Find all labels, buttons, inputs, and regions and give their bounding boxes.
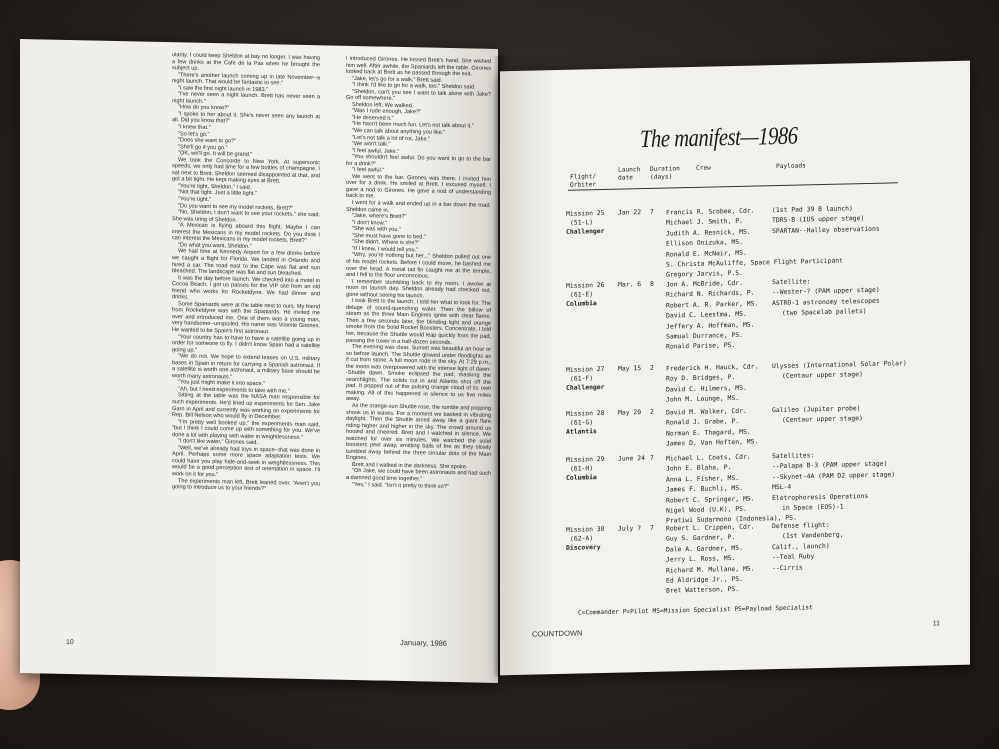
mission-entry bbox=[566, 201, 946, 280]
payload-item: MSL-4 bbox=[772, 482, 792, 492]
story-paragraph: "Jake, let's go for a walk," Brett said. bbox=[352, 75, 443, 84]
story-paragraph: "We do not. We hope to extend leases on U.S. military bases in Spain in return for carrying a Spanish astronaut. If a satellite is worth one astronaut, a military base should be worth many astronauts." bbox=[172, 353, 320, 381]
crew-member: David C. Leestma, MS. bbox=[666, 309, 747, 320]
mission-duration: 2 bbox=[650, 407, 654, 416]
mission-code: (61-E) bbox=[570, 290, 594, 299]
header-crew-label: Crew bbox=[696, 164, 711, 172]
crew-member: Samual Durrance, PS. bbox=[666, 330, 743, 341]
crew-member: Michael L. Coats, Cdr. bbox=[666, 452, 751, 463]
orbiter-name: Challenger bbox=[566, 383, 605, 393]
story-paragraph: "Do what you want, Sheldon." bbox=[178, 242, 252, 250]
payload-list bbox=[772, 358, 907, 403]
mission-code: (62-A) bbox=[570, 534, 594, 543]
crew-member: Robert C. Springer, MS. bbox=[666, 494, 755, 505]
right-page bbox=[500, 61, 970, 676]
header-rule bbox=[568, 182, 898, 190]
payload-item: Galileo (Jupiter probe) bbox=[772, 404, 861, 415]
story-paragraph: "I feel awful." bbox=[352, 167, 385, 174]
story-paragraph: "Why, you're nothing but her..." Sheldon pulled out one of his model rockets. Before I could move, he bashed me over the head. A metal tail fin caught me at the temple, and I fell to the floor unconscious. bbox=[346, 252, 491, 280]
story-paragraph: We went to the bar. Girones was there. I invited him over for a drink. He smiled at Brett. I excused myself. I gave a nod to Girones. He gave a nod of understanding back to me. bbox=[346, 173, 491, 200]
story-paragraph: "I'm pretty well booked up," the experiments man said, "but I think I could come up with something for you. We've done a lot with playing with water in weightlessness." bbox=[172, 418, 320, 441]
crew-member: Richard M. Mullane, MS. bbox=[666, 564, 755, 575]
story-paragraph: "I saw the first night launch in 1983." bbox=[178, 85, 269, 93]
mission-duration: 7 bbox=[650, 207, 654, 216]
mission-duration: 7 bbox=[650, 523, 654, 532]
crew-member: Francis R. Scobee, Cdr. bbox=[666, 206, 755, 217]
story-paragraph: ularity. I could keep Sheldon at bay no longer. I was having a few drinks at the Cafe de la Pax when he brought the subject up. bbox=[172, 52, 320, 72]
mission-id bbox=[566, 209, 614, 238]
mission-id bbox=[566, 409, 614, 438]
crew-member: Gregory Jarvis, P.S. bbox=[666, 269, 743, 280]
page-title: The manifest—1986 bbox=[640, 122, 798, 154]
crew-member: Anna L. Fisher, MS. bbox=[666, 473, 740, 484]
story-paragraph: "I've never seen a night launch. Brett has never seen a night launch." bbox=[172, 91, 320, 105]
crew-list bbox=[666, 405, 758, 449]
payload-item bbox=[772, 389, 907, 402]
story-paragraph: "So let's go." bbox=[178, 130, 210, 138]
mission-entry bbox=[566, 357, 946, 404]
payload-item: Ulysses (International Solar Polar) bbox=[772, 359, 907, 371]
story-paragraph: "He deserved it." bbox=[352, 114, 394, 122]
crew-list bbox=[666, 522, 755, 597]
story-paragraph: I took Brett to the launch. I told her what to look for. The deluge of sound-quenching water. Then the billow of steam as the three Main Engines ignite with clear flame. Then a few seconds later, the blinding light and orange smoke from the Solid Rocket Boosters. Concentrate, I told her, because the Shuttle would leap quickly from the pad, passing the tower in a half-dozen seconds. bbox=[346, 298, 491, 346]
mission-code: (61-F) bbox=[570, 374, 594, 383]
story-paragraph: We had time at Kennedy Airport for a few drinks before we caught a flight for Florida. We landed in Orlando and hired a car. The road east to the Cape was flat and sun bleached. The landscape was flat and sun bleached. bbox=[172, 248, 320, 277]
story-paragraph: "You shouldn't feel awful. Do you want to go to the bar for a drink?" bbox=[346, 154, 491, 168]
story-paragraph: Brett and I walked in the darkness. She spoke. bbox=[352, 461, 468, 471]
payload-list bbox=[772, 203, 880, 278]
crew-member: James D. Van Hoften, MS. bbox=[666, 437, 759, 448]
story-paragraph: "I feel awful, Jake." bbox=[352, 147, 400, 155]
story-column-1 bbox=[172, 52, 320, 645]
story-paragraph: Sitting at the table was the NASA man responsible for such experiments. He'd lined up experiments for Sen. Jake Garn in April and currently was working on experiments for Rep. Bill Nelson who would fly in December. bbox=[172, 392, 320, 421]
page-number-right: 11 bbox=[932, 620, 940, 628]
launch-date: Jan 22 bbox=[618, 208, 642, 217]
launch-date: May 15 bbox=[618, 364, 642, 373]
story-paragraph: "A Mexican is flying aboard this flight. Maybe I can interest the Mexicans in my model rockets. Do you think I can interest the Mexicans in my model rockets, Brett?" bbox=[172, 222, 320, 245]
crew-list bbox=[666, 361, 758, 405]
mission-number: Mission 30 bbox=[566, 524, 605, 534]
abbreviation-legend: C=Commander P=Pilot MS=Mission Specialist PS=Payload Specialist bbox=[578, 604, 813, 617]
orbiter-name: Challenger bbox=[566, 227, 605, 237]
crew-member: Robert A. R. Parker, MS. bbox=[666, 299, 759, 310]
story-paragraph: "Let's not talk a lot of rot, Jake." bbox=[352, 134, 431, 143]
payload-item: --Wester-? (PAM upper stage) bbox=[772, 286, 880, 297]
story-paragraph: "I spoke to her about it. She's never seen any launch at all. Did you know that?" bbox=[172, 111, 320, 125]
payload-item: --Skynet-4A (PAM D2 upper stage) bbox=[772, 470, 896, 481]
story-paragraph: "How do you know?" bbox=[178, 104, 230, 112]
payload-item: ASTRO-1 astronomy telescopes bbox=[772, 296, 880, 307]
crew-member: Jerry L. Ross, MS. bbox=[666, 554, 736, 564]
header-launch bbox=[618, 166, 640, 183]
orbiter-name: Columbia bbox=[566, 299, 597, 309]
story-paragraph: I remember stumbling back to my room. I awoke at noon on launch day. Sheldon already had checked out, gone without seeing his launch. bbox=[346, 278, 491, 300]
header-crew bbox=[696, 165, 711, 173]
story-paragraph: The evening was clear. Sunset was beautiful an hour or so before launch. The Shuttle glowed under floodlights as if cut from stone. A full moon rode in the sky. At 7:29 p.m., the moon was overpowered with the intense light of dawn--Shuttle dawn. Smoke eclipsed the pad, masking the searchlights. The solids cut in and Atlantis shot off the pad. It popped out of the pulsing orange cloud of its own making. All of this happened in silence to us five miles away. bbox=[346, 344, 491, 403]
story-paragraph: "I think I'd like to go for a walk, too," Sheldon said. bbox=[352, 82, 476, 91]
story-paragraph: I introduced Girones. He kissed Brett's hand. She wished him well. After awhile, the Spaniards left the table. Girones looked back at Brett as he passed through the exit. bbox=[346, 55, 491, 78]
left-page bbox=[20, 39, 498, 683]
crew-member: Frederick H. Hauck, Cdr. bbox=[666, 362, 759, 373]
payload-list bbox=[772, 520, 844, 594]
story-paragraph: "I don't like water," Girones said. bbox=[178, 438, 258, 447]
story-paragraph: "You just might make it into space." bbox=[178, 379, 266, 388]
mission-code: (61-H) bbox=[570, 464, 594, 473]
crew-member: Michael J. Smith, P. bbox=[666, 217, 743, 227]
mission-number: Mission 26 bbox=[566, 280, 605, 290]
story-paragraph: "We can talk about anything you like." bbox=[352, 127, 446, 136]
story-paragraph: We took the Concorde to New York. At supersonic speeds, we only had time for a few bottles of champagne. I sat next to Brett. Sheldon seemed disappointed at that, and got a bit tight. He kept making eyes at Brett. bbox=[172, 157, 320, 185]
crew-member: Guy S. Gardner, P. bbox=[666, 533, 736, 543]
mission-number: Mission 27 bbox=[566, 364, 605, 374]
mission-number: Mission 29 bbox=[566, 454, 605, 464]
story-paragraph: "We won't talk." bbox=[352, 141, 391, 148]
story-paragraph: "Ah, but I need experiments to take with me." bbox=[178, 386, 290, 395]
story-paragraph: "Jake, where's Brett?" bbox=[352, 213, 407, 221]
story-paragraph: Sheldon left. We walked. bbox=[352, 101, 414, 110]
story-paragraph: "She'll go if you go." bbox=[178, 143, 228, 151]
story-paragraph: "You're tight." bbox=[178, 196, 212, 204]
payload-item bbox=[772, 434, 863, 446]
header-payloads-label: Payloads bbox=[776, 162, 806, 171]
crew-member: James F. Buchli, MS. bbox=[666, 484, 743, 494]
story-paragraph: "Your country has to have to have a satellite going up in order for someone to fly. I didn't know Spain had a satellite going up." bbox=[172, 333, 320, 354]
story-paragraph: I went for a walk and ended up in a bar down the road. Sheldon came in. bbox=[346, 199, 491, 214]
crew-member: Bret Watterson, PS. bbox=[666, 585, 740, 596]
story-paragraph: "Sheldon, can't you see I want to talk alone with Jake? Go off somewhere." bbox=[346, 88, 491, 103]
payload-item: Calif., launch) bbox=[772, 541, 830, 551]
payload-item: --Cirris bbox=[772, 563, 803, 572]
payload-item: (1st Vandenberg, bbox=[782, 530, 844, 541]
crew-member: Nigel Wood (U.K), PS. bbox=[666, 504, 747, 515]
story-paragraph: As the orange-sun Shuttle rose, the rumble and popping shook us in waves. For a moment we basked in vibrating daylight. Then the Shuttle arced away like a giant flare riding higher and higher in the sky. The crowd around us hooted and cheered. Brett and I watched in silence. We watched for over six minutes. We watched the solid boosters peel away, emitting balls of fire as they slowly tumbled away behind the three circular dots of the Main Engines. bbox=[346, 402, 491, 462]
story-paragraph: "Not that tight. Just a little tight." bbox=[178, 189, 257, 198]
payload-item: Satellite: bbox=[772, 277, 811, 287]
story-paragraph: "Do you want to see my model rockets, Brett?" bbox=[178, 202, 294, 212]
payload-list bbox=[772, 448, 895, 524]
payload-item: in Space (EOS)-1 bbox=[782, 502, 844, 512]
story-paragraph: "He hasn't been much fun. Let's not talk about it." bbox=[352, 121, 474, 130]
launch-date: June 24 bbox=[618, 454, 645, 463]
story-paragraph: "You're tight, Sheldon," I said. bbox=[178, 183, 252, 191]
header-duration bbox=[650, 165, 680, 182]
payload-item: Eletrophoresis Operations bbox=[772, 491, 869, 502]
mission-id bbox=[566, 281, 614, 310]
mission-id bbox=[566, 455, 614, 484]
payload-item: Defense flight: bbox=[772, 520, 830, 531]
header-flight bbox=[570, 173, 596, 190]
header-launch-label: Launch bbox=[618, 166, 641, 174]
orbiter-name: Atlantis bbox=[566, 427, 597, 437]
mission-code: (61-G) bbox=[570, 418, 594, 427]
launch-date: May 20 bbox=[618, 408, 642, 417]
payload-item: --Palapa B-3 (PAM upper stage) bbox=[772, 459, 888, 471]
story-paragraph: "There's another launch coming up in late November--a night launch. That would be fantastic to see." bbox=[172, 71, 320, 87]
crew-member: John E. Blaha, P. bbox=[666, 463, 732, 473]
mission-code: (51-L) bbox=[570, 218, 594, 227]
crew-member: Dale A. Gardner, MS. bbox=[666, 543, 743, 554]
crew-member: Judith A. Resnick, MS. bbox=[666, 227, 751, 238]
payload-item: (two Spacelab pallets) bbox=[782, 307, 867, 318]
story-paragraph: "Well, we've already had toys in space--that was done in April. Perhaps some more space adaptation tests. We could have you play hide-and-seek in weightlessness. This would be a good perception test of orientation in space. I'll work on it for you." bbox=[172, 445, 320, 479]
issue-date: January, 1986 bbox=[400, 637, 447, 648]
payload-item: (1st Pad 39 B launch) bbox=[772, 204, 853, 215]
crew-member: Norman E. Thagard, MS. bbox=[666, 427, 751, 438]
mission-number: Mission 28 bbox=[566, 408, 605, 418]
crew-list bbox=[666, 277, 758, 352]
crew-member: David M. Walker, Cdr. bbox=[666, 406, 747, 417]
payload-item bbox=[772, 337, 880, 350]
story-paragraph: "She was with you." bbox=[352, 226, 402, 234]
crew-member: Ed Aldridge Jr., PS. bbox=[666, 574, 743, 585]
story-paragraph: "If I knew, I would tell you." bbox=[352, 245, 419, 254]
story-paragraph: "She must have gone to bed." bbox=[352, 232, 426, 241]
payload-list bbox=[772, 275, 880, 350]
header-orbiter-label: Orbiter bbox=[570, 181, 597, 189]
mission-id bbox=[566, 365, 614, 394]
payload-item bbox=[772, 582, 844, 594]
page-number-left: 10 bbox=[66, 638, 74, 647]
story-paragraph: Some Spaniards were at the table next to ours. My friend from Rocketdyne was with the Spaniards. He invited me over and introduced me. One of them was a young man, very handsome--unspoiled. His name was Vicente Girones. He wanted to be Spain's first astronaut. bbox=[172, 301, 320, 336]
story-paragraph: "No, Sheldon, I don't want to see your rockets," she said. She was tiring of Sheldon. bbox=[172, 209, 320, 224]
crew-member: Pratiwi Sudarmono (Indonesia), PS. bbox=[666, 514, 797, 526]
mission-id bbox=[566, 525, 614, 554]
story-paragraph: "She didn't. Where is she?" bbox=[352, 239, 420, 247]
story-paragraph: "I knew that." bbox=[178, 124, 211, 132]
magazine-name: COUNTDOWN bbox=[532, 628, 583, 639]
payload-item: SPARTAN--Halley observations bbox=[772, 224, 880, 235]
payload-item: Satellites: bbox=[772, 451, 815, 461]
header-duration-label: Duration bbox=[650, 165, 680, 173]
crew-member: Roy D. Bridges, P. bbox=[666, 373, 736, 383]
header-flight-label: Flight/ bbox=[570, 173, 597, 181]
crew-member: Robert L. Crippen, Cdr. bbox=[666, 522, 755, 533]
payload-item: --Teal Ruby bbox=[772, 552, 815, 562]
mission-duration: 8 bbox=[650, 279, 654, 288]
story-paragraph: "Was I rude enough, Jake?" bbox=[352, 108, 422, 116]
payload-item: TDRS-B (IUS upper stage) bbox=[772, 214, 865, 225]
story-paragraph: "OK, we'll go. It will be grand." bbox=[178, 150, 253, 159]
mission-number: Mission 25 bbox=[566, 208, 605, 218]
header-date-label: date bbox=[618, 174, 633, 182]
crew-member: S. Christa McAuliffe, Space Flight Participant bbox=[666, 256, 843, 269]
payload-item: (Centaur upper stage) bbox=[782, 370, 863, 381]
story-column-2 bbox=[346, 56, 491, 647]
story-paragraph: The experiments man left. Brett leaned over. "Aren't you going to introduce us to your friends?" bbox=[172, 477, 320, 493]
crew-member: Ronald Parise, PS. bbox=[666, 341, 736, 352]
launch-date: Mar. 6 bbox=[618, 280, 642, 289]
crew-member: Richard N. Richards, P. bbox=[666, 288, 755, 299]
mission-duration: 7 bbox=[650, 453, 654, 462]
crew-member: John M. Lounge, MS. bbox=[666, 394, 740, 404]
story-paragraph: "I don't know." bbox=[352, 219, 387, 227]
crew-member: Ellison Onizuka, MS. bbox=[666, 238, 743, 248]
header-payloads bbox=[776, 162, 806, 171]
header-days-label: (days) bbox=[650, 173, 673, 181]
launch-date: July ? bbox=[618, 524, 642, 533]
payload-item: (Centaur upper stage) bbox=[782, 414, 863, 425]
story-paragraph: "Yes," I said. "Isn't it pretty to think so?" bbox=[352, 481, 449, 490]
crew-member: Ronald J. Grabe, P. bbox=[666, 417, 740, 427]
story-paragraph: "Does she want to go?" bbox=[178, 137, 237, 145]
payload-list bbox=[772, 403, 863, 447]
crew-member: David C. Hilmers, MS. bbox=[666, 383, 747, 394]
crew-member: Jon A. McBride, Cdr. bbox=[666, 278, 743, 289]
orbiter-name: Columbia bbox=[566, 473, 597, 483]
story-paragraph: It was the day before launch. We checked into a motel in Cocoa Beach. I got us passes for the VIP site from an old friend who works for Rocketdyne. We had dinner and drinks. bbox=[172, 274, 320, 301]
mission-duration: 2 bbox=[650, 363, 654, 372]
orbiter-name: Discovery bbox=[566, 543, 601, 553]
crew-member: Jeffery A. Hoffman, MS. bbox=[666, 320, 755, 331]
story-paragraph: "Oh Jake, we could have been astronauts and had such a damned good time together." bbox=[346, 468, 491, 483]
crew-member: Ronald E. McNair, MS. bbox=[666, 248, 747, 259]
